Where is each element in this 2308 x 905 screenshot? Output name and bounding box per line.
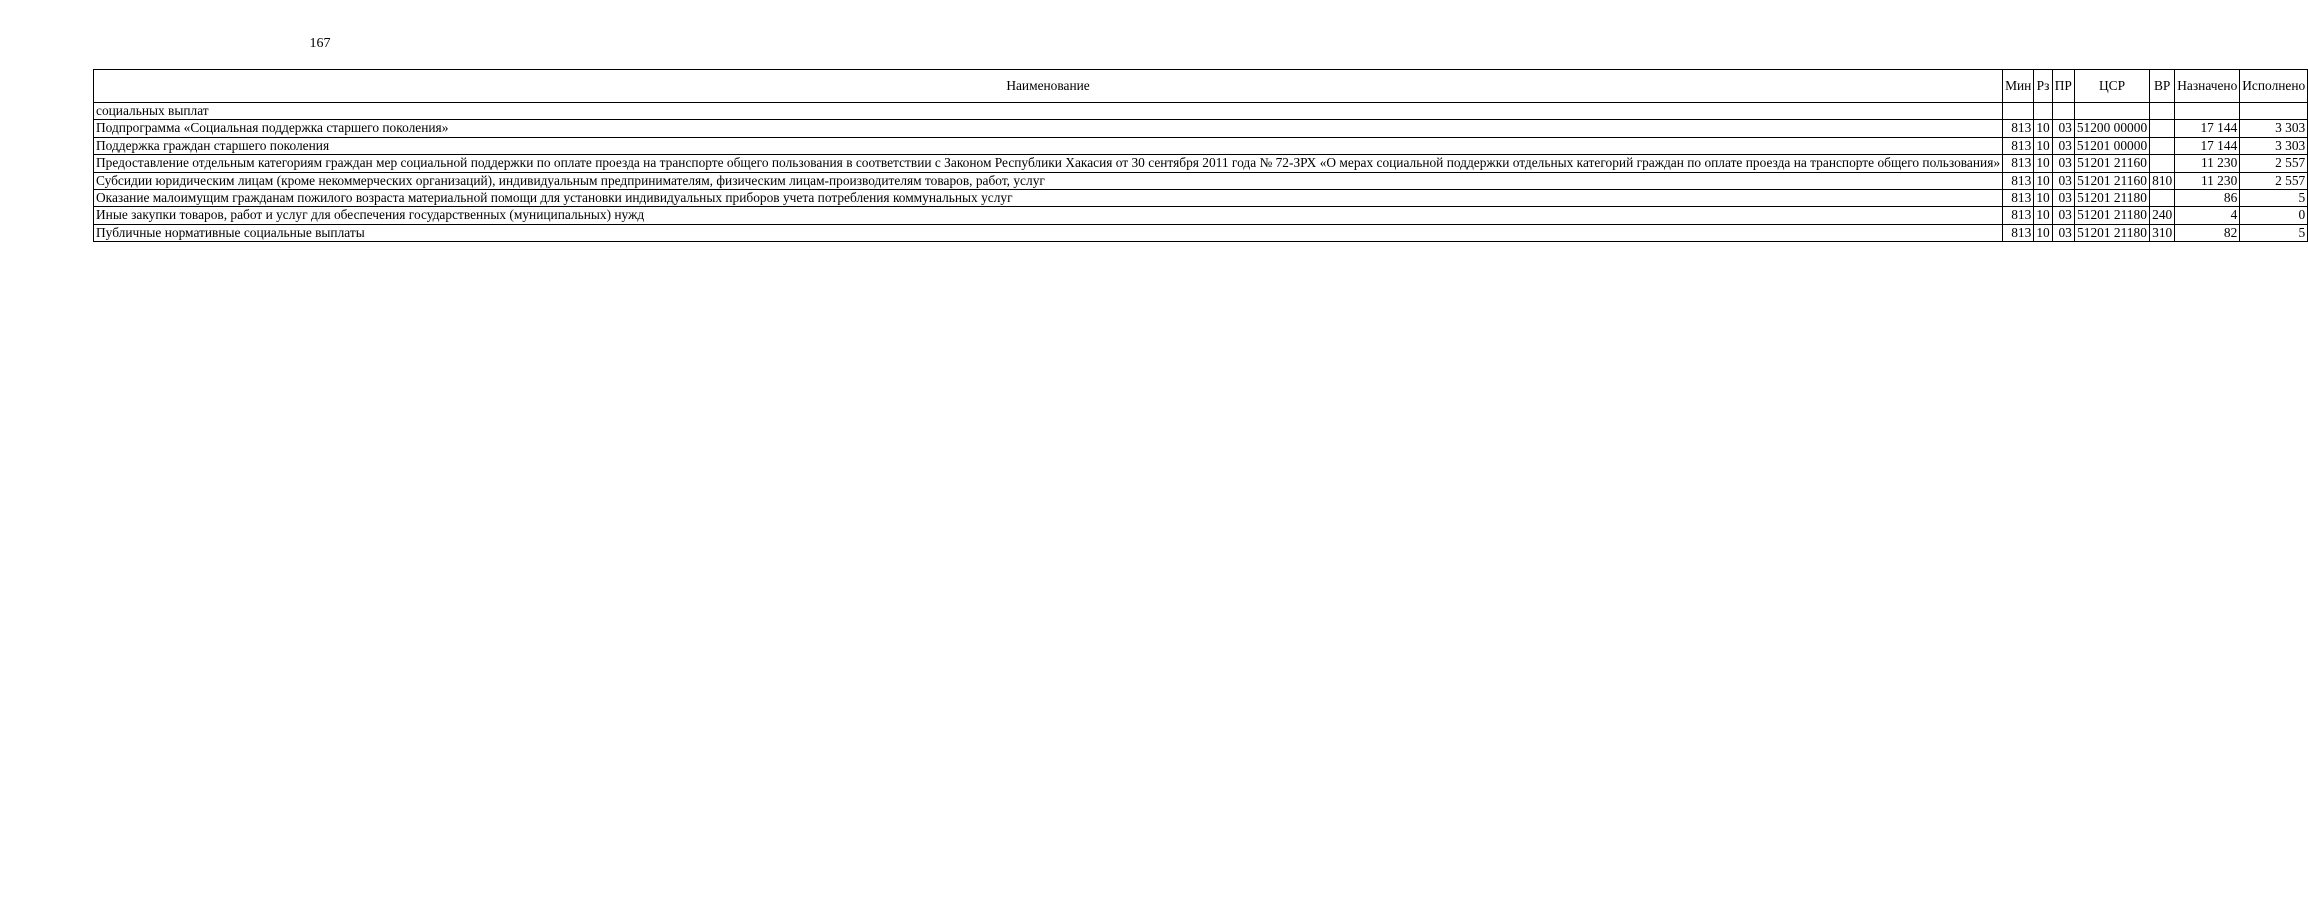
table-row — [94, 137, 2308, 154]
row-executed — [2240, 103, 2308, 120]
row-csr: 51201 21160 — [2074, 172, 2149, 189]
header-assigned: Назначено — [2175, 70, 2240, 103]
row-name: Иные закупки товаров, работ и услуг для обеспечения государственных (муниципальных) нужд — [94, 207, 2003, 224]
row-name: Предоставление отдельным категориям граждан мер социальной поддержки по оплате проезда на транспорте общего пользования в соответствии с Законом Республики Хакасия от 30 сентября 2011 года № 72-ЗРХ «О мерах социальной поддержки отдельных категорий граждан по оплате проезда на транспорте общего пользования» — [94, 155, 2003, 172]
row-rz: 10 — [2034, 155, 2052, 172]
row-name: Оказание малоимущим гражданам пожилого возраста материальной помощи для установки индивидуальных приборов учета потребления коммунальных услуг — [94, 190, 2003, 207]
row-min: 813 — [2003, 120, 2034, 137]
row-assigned: 4 — [2175, 207, 2240, 224]
row-min: 813 — [2003, 207, 2034, 224]
row-csr: 51201 21160 — [2074, 155, 2149, 172]
row-min: 813 — [2003, 137, 2034, 154]
row-rz: 10 — [2034, 120, 2052, 137]
row-rz: 10 — [2034, 172, 2052, 189]
row-vr: 240 — [2150, 207, 2175, 224]
row-csr: 51201 21180 — [2074, 224, 2149, 241]
row-csr: 51200 00000 — [2074, 120, 2149, 137]
header-csr: ЦСР — [2074, 70, 2149, 103]
row-assigned: 82 — [2175, 224, 2240, 241]
row-executed: 2 557 — [2240, 172, 2308, 189]
row-min: 813 — [2003, 172, 2034, 189]
table-row — [94, 224, 2308, 241]
row-min: 813 — [2003, 224, 2034, 241]
row-vr — [2150, 137, 2175, 154]
row-assigned: 17 144 — [2175, 120, 2240, 137]
row-vr: 310 — [2150, 224, 2175, 241]
row-rz: 10 — [2034, 207, 2052, 224]
table-header-row — [94, 70, 2308, 103]
table-row — [94, 120, 2308, 137]
row-assigned: 17 144 — [2175, 137, 2240, 154]
table-row — [94, 103, 2308, 120]
row-name: Подпрограмма «Социальная поддержка старшего поколения» — [94, 120, 2003, 137]
row-vr — [2150, 103, 2175, 120]
page-number: 167 — [309, 36, 331, 51]
row-csr — [2074, 103, 2149, 120]
row-pr: 03 — [2052, 155, 2074, 172]
row-pr — [2052, 103, 2074, 120]
row-executed: 5 — [2240, 190, 2308, 207]
row-min — [2003, 103, 2034, 120]
row-pr: 03 — [2052, 120, 2074, 137]
row-min: 813 — [2003, 190, 2034, 207]
row-executed: 2 557 — [2240, 155, 2308, 172]
row-executed: 0 — [2240, 207, 2308, 224]
row-executed: 3 303 — [2240, 120, 2308, 137]
header-pr: ПР — [2052, 70, 2074, 103]
row-pr: 03 — [2052, 190, 2074, 207]
header-executed: Исполнено — [2240, 70, 2308, 103]
row-csr: 51201 00000 — [2074, 137, 2149, 154]
row-executed: 5 — [2240, 224, 2308, 241]
row-min: 813 — [2003, 155, 2034, 172]
row-rz — [2034, 103, 2052, 120]
header-vr: ВР — [2150, 70, 2175, 103]
row-pr: 03 — [2052, 137, 2074, 154]
row-rz: 10 — [2034, 137, 2052, 154]
row-pr: 03 — [2052, 172, 2074, 189]
table-row — [94, 155, 2308, 172]
table-row — [94, 172, 2308, 189]
row-assigned: 11 230 — [2175, 155, 2240, 172]
row-rz: 10 — [2034, 224, 2052, 241]
row-name: Субсидии юридическим лицам (кроме некоммерческих организаций), индивидуальным предпринимателям, физическим лицам-производителям товаров, работ, услуг — [94, 172, 2003, 189]
row-assigned: 11 230 — [2175, 172, 2240, 189]
row-name: Поддержка граждан старшего поколения — [94, 137, 2003, 154]
row-executed: 3 303 — [2240, 137, 2308, 154]
row-vr: 810 — [2150, 172, 2175, 189]
row-rz: 10 — [2034, 190, 2052, 207]
row-vr — [2150, 155, 2175, 172]
budget-table — [93, 69, 2308, 242]
row-name: Публичные нормативные социальные выплаты — [94, 224, 2003, 241]
row-vr — [2150, 190, 2175, 207]
row-vr — [2150, 120, 2175, 137]
row-pr: 03 — [2052, 207, 2074, 224]
header-rz: Рз — [2034, 70, 2052, 103]
header-min: Мин — [2003, 70, 2034, 103]
table-row — [94, 207, 2308, 224]
row-assigned: 86 — [2175, 190, 2240, 207]
row-assigned — [2175, 103, 2240, 120]
row-pr: 03 — [2052, 224, 2074, 241]
row-csr: 51201 21180 — [2074, 190, 2149, 207]
row-name: социальных выплат — [94, 103, 2003, 120]
header-name: Наименование — [94, 70, 2003, 103]
table-row — [94, 190, 2308, 207]
row-csr: 51201 21180 — [2074, 207, 2149, 224]
